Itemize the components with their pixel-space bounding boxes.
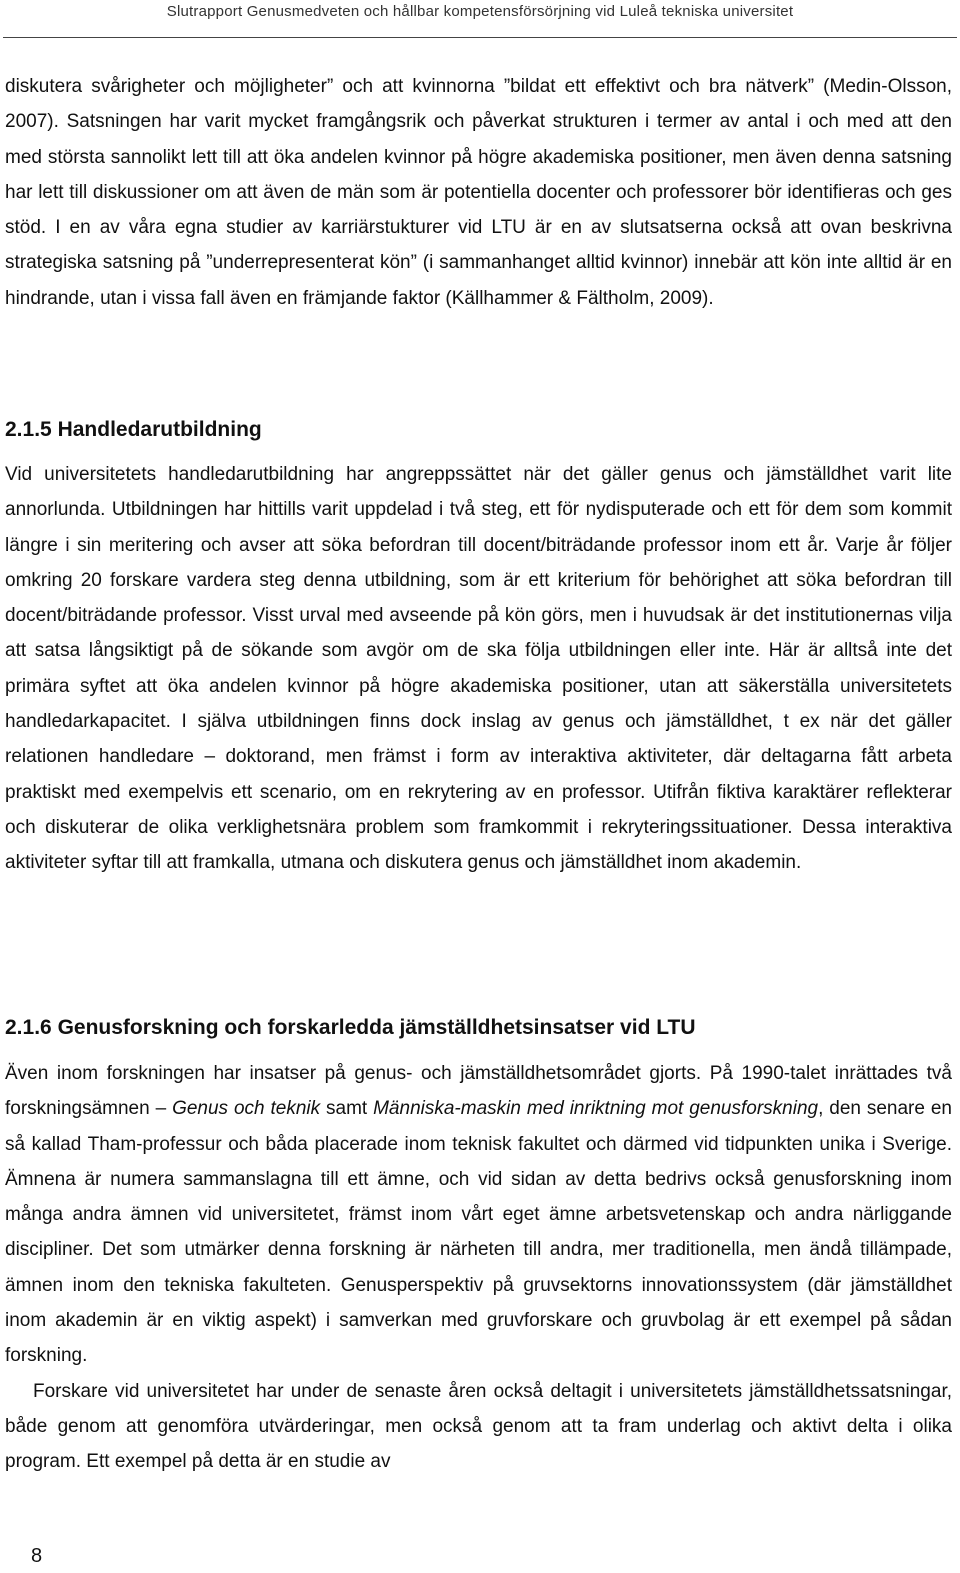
section-2-1-6-body — [5, 1056, 952, 1480]
section-heading — [5, 1010, 952, 1045]
paragraph-3-text-2: samt — [320, 1098, 374, 1120]
section-number: 2.1.5 — [5, 418, 52, 441]
section-title: Genusforskning och forskarledda jämställdhetsinsatser vid LTU — [57, 1016, 696, 1039]
section-title: Handledarutbildning — [57, 418, 262, 441]
section-2-1-5-body — [5, 457, 952, 881]
paragraph-3-subject-1: Genus och teknik — [172, 1098, 321, 1120]
paragraph-3 — [5, 1056, 952, 1374]
paragraph-3-text-1: Även inom forskningen har insatser på genus- och jämställdhetsområdet gjorts. På 1990-talet inrättades två forskningsämnen – — [5, 1063, 952, 1120]
running-header: Slutrapport Genusmedveten och hållbar kompetensförsörjning vid Luleå tekniska universitet — [166, 3, 794, 20]
section-2-1-5 — [5, 412, 952, 447]
page-body — [5, 69, 952, 316]
paragraph-2: Vid universitetets handledarutbildning har angreppssättet när det gäller genus och jämställdhet varit lite annorlunda. Utbildningen har hittills varit uppdelad i två steg, ett för nydisputerade och ett för dem som kommit längre i sin meritering och avser att söka befordran till docent/biträdande professor inom ett år. Varje år följer omkring 20 forskare vardera steg denna utbildning, som är ett kriterium för behörighet att söka befordran till docent/biträdande professor. Visst urval med avseende på kön görs, men i huvudsak är det institutionernas vilja att satsa långsiktigt på de sökande som avgör om de ska följa utbildningen eller inte. Här är alltså inte det primära syftet att öka andelen kvinnor på högre akademiska positioner, utan att säkerställa universitetets handledarkapacitet. I själva utbildningen finns dock inslag av genus och jämställdhet, t ex när det gäller relationen handledare – doktorand, men främst i form av interaktiva aktiviteter, där deltagarna fått arbeta praktiskt med exempelvis ett scenario, om en rekrytering av en professor. Utifrån fiktiva karaktärer reflekterar och diskuterar de olika verklighetsnära problem som framkommit i rekryteringssituationer. Dessa interaktiva aktiviteter syftar till att framkalla, utmana och diskutera genus och jämställdhet inom akademin. — [5, 464, 952, 874]
paragraph-4: Forskare vid universitetet har under de senaste åren också deltagit i universitetets jämställdhetssatsningar, både genom att genomföra utvärderingar, men också genom att ta fram underlag och aktivt delta i olika program. Ett exempel på detta är en studie av — [5, 1380, 952, 1473]
section-2-1-6 — [5, 1010, 952, 1045]
paragraph-3-subject-2: Människa-maskin med inriktning mot genusforskning — [373, 1098, 819, 1120]
page-number: 8 — [31, 1545, 43, 1567]
paragraph-1: diskutera svårigheter och möjligheter” och att kvinnorna ”bildat ett effektivt och bra nätverk” (Medin-Olsson, 2007). Satsningen har varit mycket framgångsrik och påverkat strukturen i termer av antal i och med att den med största sannolikt lett till att öka andelen kvinnor på högre akademiska positioner, men även denna satsning har lett till diskussioner om att även de män som är potentiella docenter och professorer bör identifieras och ges stöd. I en av våra egna studier av karriärstukturer vid LTU är en av slutsatserna också att ovan beskrivna strategiska satsning på ”underrepresenterat kön” (i sammanhanget alltid kvinnor) innebär att kön inte alltid är en hindrande, utan i vissa fall även en främjande faktor (Källhammer & Fältholm, 2009). — [5, 76, 952, 309]
section-number: 2.1.6 — [5, 1016, 52, 1039]
section-heading — [5, 412, 952, 447]
header-divider — [3, 37, 957, 38]
paragraph-3-text-3: , den senare en så kallad Tham-professur och båda placerade inom teknisk fakultet och därmed vid tidpunkten unika i Sverige. Ämnena är numera sammanslagna till ett ämne, och vid sidan av detta bedrivs också genusforskning inom många andra ämnen vid universitetet, främst inom vårt eget ämne arbetsvetenskap och andra närliggande discipliner. Det som utmärker denna forskning är närheten till andra, mer traditionella, men ändå tillämpade, ämnen inom den tekniska fakulteten. Genusperspektiv på gruvsektorns innovationssystem (där jämställdhet inom akademin är en viktig aspekt) i samverkan med gruvforskare och gruvbolag är ett exempel på sådan forskning. — [5, 1098, 952, 1367]
